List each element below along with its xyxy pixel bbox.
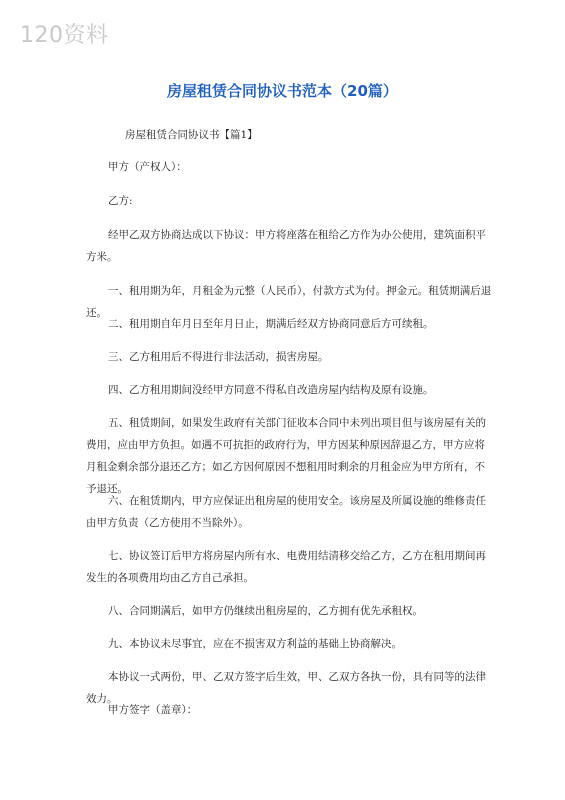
document-subtitle: 房屋租赁合同协议书【篇1】 <box>125 129 258 141</box>
paragraph-clause-6: 六、在租赁期内，甲方应保证出租房屋的使用安全。该房屋及所属设施的维修责任由甲方负责（乙方使用不当除外）。 <box>86 495 486 529</box>
document-title: 房屋租赁合同协议书范本（20篇） <box>167 82 398 100</box>
watermark-logo: 120资料 <box>20 23 109 48</box>
paragraph-clause-2: 二、租用期自年月日至年月日止，期满后经双方协商同意后方可续租。 <box>108 318 434 330</box>
paragraph-clause-1: 一、租用期为年，月租金为元整（人民币），付款方式为付。押金元。租赁期满后退还。 <box>86 285 492 319</box>
paragraph-party-a: 甲方（产权人）： <box>108 161 187 173</box>
paragraph-party-b: 乙方: <box>108 195 133 207</box>
paragraph-clause-4: 四、乙方租用期间没经甲方同意不得私自改造房屋内结构及原有设施。 <box>108 384 434 396</box>
paragraph-signature-a: 甲方签字（盖章）： <box>108 704 198 716</box>
paragraph-clause-9: 九、本协议未尽事宜，应在不损害双方利益的基础上协商解决。 <box>108 638 402 650</box>
paragraph-copies: 本协议一式两份，甲、乙双方签字后生效，甲、乙双方各执一份，具有同等的法律效力。 <box>86 671 486 705</box>
paragraph-clause-5: 五、租赁期间，如果发生政府有关部门征收本合同中未列出项目但与该房屋有关的费用，应由甲方负担。如遇不可抗拒的政府行为，甲方因某种原因辞退乙方，甲方应将月租金剩余部分退还乙方；如乙方因何原因不想租用时剩余的月租金应为甲方所有，不予退还。 <box>86 417 486 495</box>
paragraph-clause-3: 三、乙方租用后不得进行非法活动，损害房屋。 <box>108 351 329 363</box>
paragraph-clause-7: 七、协议签订后甲方将房屋内所有水、电费用结清移交给乙方，乙方在租用期间再发生的各项费用均由乙方自己承担。 <box>86 550 486 584</box>
paragraph-intro: 经甲乙双方协商达成以下协议：甲方将座落在租给乙方作为办公使用，建筑面积平方米。 <box>86 229 486 263</box>
paragraph-clause-8: 八、合同期满后，如甲方仍继续出租房屋的，乙方拥有优先承租权。 <box>108 605 423 617</box>
